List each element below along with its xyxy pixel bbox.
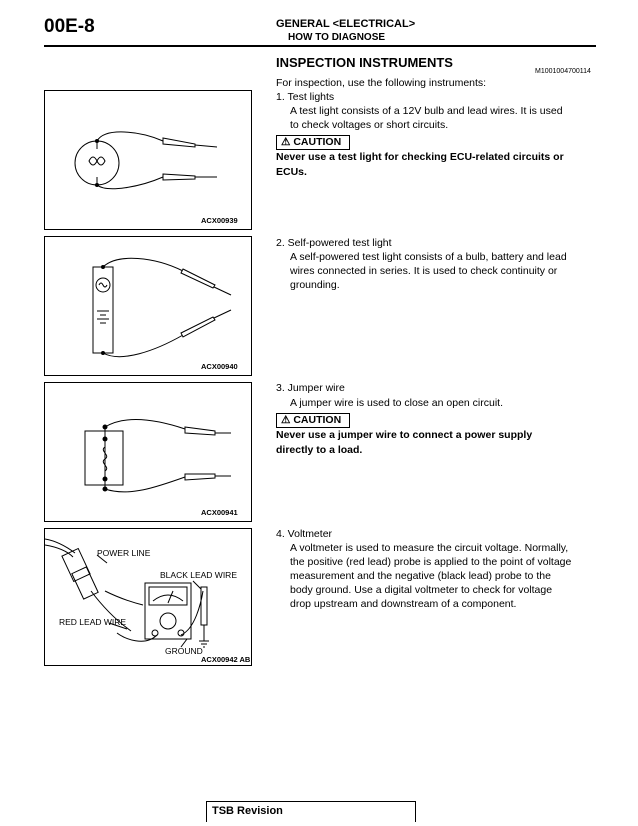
figure-jumper-wire	[44, 382, 252, 522]
item-heading: 1. Test lights	[276, 91, 335, 103]
header-rule	[44, 45, 596, 47]
item-text-line: to check voltages or short circuits.	[290, 119, 449, 131]
figure-id: ACX00939	[201, 216, 238, 225]
label-ground: GROUND	[165, 646, 203, 656]
item-text-line: grounding.	[290, 279, 340, 291]
item-text-line: A test light consists of a 12V bulb and lead wires. It is used	[290, 105, 563, 117]
item-heading: 2. Self-powered test light	[276, 237, 392, 249]
caution-label: CAUTION	[293, 136, 342, 148]
section-id: M1001004700114	[535, 68, 591, 75]
test-light-diagram	[45, 91, 251, 229]
figure-id: ACX00940	[201, 362, 238, 371]
figure-self-powered-test-light	[44, 236, 252, 376]
caution-text-line: ECUs.	[276, 166, 307, 178]
item-text-line: A self-powered test light consists of a bulb, battery and lead	[290, 251, 567, 263]
page-code: 00E-8	[44, 16, 95, 37]
item-text-line: measurement and the negative (black lead) probe to the	[290, 570, 551, 582]
intro-text: For inspection, use the following instruments:	[276, 77, 487, 89]
figure-voltmeter	[44, 528, 252, 666]
item-heading: 4. Voltmeter	[276, 528, 333, 540]
caution-box	[276, 135, 350, 150]
label-black-lead: BLACK LEAD WIRE	[160, 570, 237, 580]
item-heading: 3. Jumper wire	[276, 382, 345, 394]
figure-id: ACX00942 AB	[201, 655, 251, 664]
item-text-line: the positive (red lead) probe is applied to the point of voltage	[290, 556, 572, 568]
caution-label: CAUTION	[293, 414, 342, 426]
jumper-wire-diagram	[45, 383, 251, 521]
label-power-line: POWER LINE	[97, 548, 151, 558]
caution-text-line: Never use a test light for checking ECU-related circuits or	[276, 151, 564, 163]
caution-text-line: Never use a jumper wire to connect a power supply	[276, 429, 533, 441]
section-header: GENERAL <ELECTRICAL>	[276, 18, 416, 30]
label-red-lead: RED LEAD WIRE	[59, 617, 127, 627]
item-text-line: A jumper wire is used to close an open circuit.	[290, 397, 504, 409]
item-text-line: body ground. Use a digital voltmeter to check for voltage	[290, 584, 553, 596]
footer-label: TSB Revision	[212, 805, 283, 817]
section-title: INSPECTION INSTRUMENTS	[276, 55, 453, 70]
subsection-header: HOW TO DIAGNOSE	[288, 32, 386, 43]
caution-box	[276, 413, 350, 428]
item-text-line: wires connected in series. It is used to check continuity or	[290, 265, 558, 277]
warning-icon: ⚠	[281, 414, 291, 426]
figure-test-light	[44, 90, 252, 230]
figure-id: ACX00941	[201, 508, 238, 517]
item-text-line: A voltmeter is used to measure the circuit voltage. Normally,	[290, 542, 569, 554]
warning-icon: ⚠	[281, 136, 291, 148]
caution-text-line: directly to a load.	[276, 444, 363, 456]
self-powered-test-light-diagram	[45, 237, 251, 375]
item-text-line: drop upstream and downstream of a component.	[290, 598, 517, 610]
